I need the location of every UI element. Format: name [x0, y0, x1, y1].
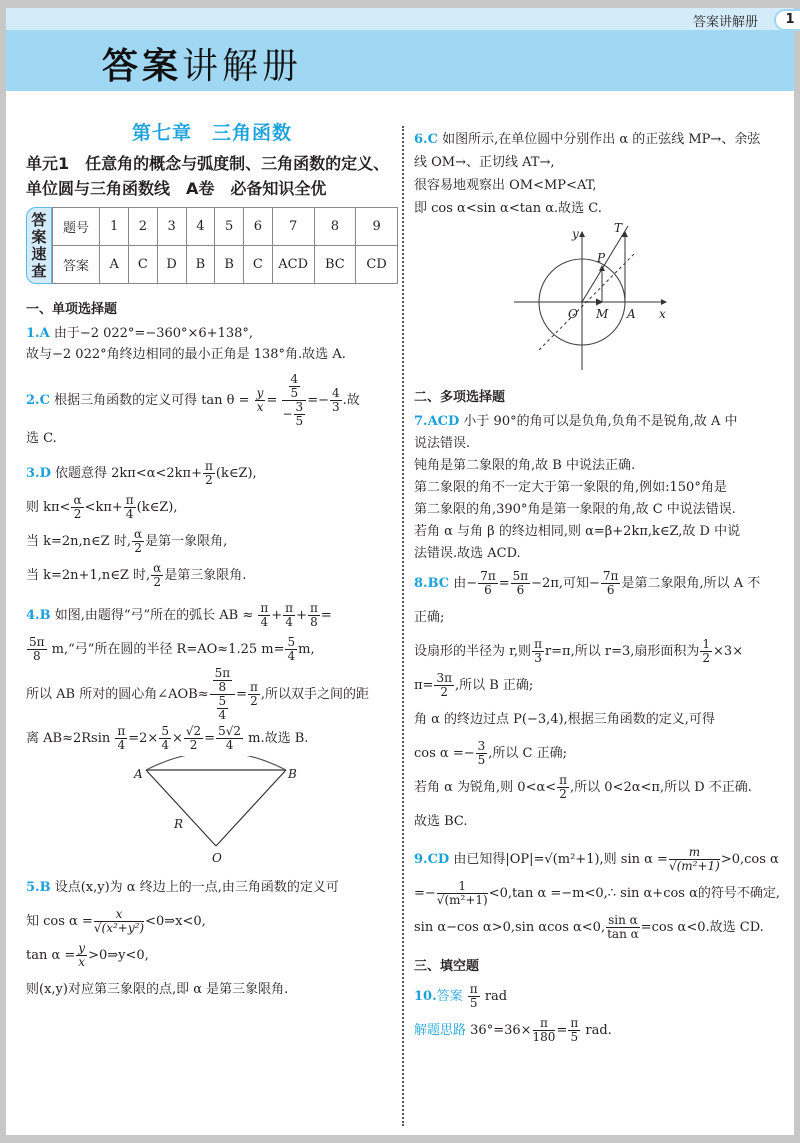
text: 根据三角函数的定义可得 tan θ =	[54, 393, 250, 408]
answer-q8	[414, 567, 786, 839]
den: 4	[225, 738, 234, 752]
cell: 4	[186, 208, 215, 246]
den: 2	[189, 738, 198, 752]
text: ,所以双手之间的距	[260, 687, 370, 702]
fraction	[700, 638, 712, 665]
fraction	[308, 602, 320, 629]
den	[210, 695, 236, 722]
text: m,“弓”所在圆的半径 R=AO≈1.25 m=	[51, 642, 285, 657]
answer-label: 答案	[436, 989, 463, 1004]
text: 当 k=2n+1,n∈Z 时,	[26, 568, 151, 583]
text: 角 α 的终边过点 P(−3,4),根据三角函数的定义,可得	[414, 712, 715, 727]
fraction	[294, 401, 306, 428]
text: 很容易地观察出 OM<MP<AT,	[414, 178, 597, 193]
text: +	[296, 608, 307, 623]
text: <kπ+	[84, 500, 123, 515]
text: 故与−2 022°角终边相同的最小正角是 138°角.故选 A.	[26, 347, 346, 362]
label-a: A	[627, 307, 636, 321]
num: m	[669, 846, 720, 860]
label-o: O	[212, 851, 222, 865]
question-label: 6.C	[414, 132, 438, 147]
den: x	[256, 400, 264, 414]
label-t: T	[614, 221, 623, 235]
fraction	[213, 667, 233, 694]
num: 4	[331, 386, 340, 400]
fraction	[478, 570, 498, 597]
cell: 2	[129, 208, 158, 246]
cell: C	[243, 246, 272, 284]
num: 5π	[214, 666, 231, 680]
text: −2π,可知−	[531, 576, 600, 591]
text: 法错误.故选 ACD.	[414, 546, 521, 561]
banner-title-rest: 讲解册	[182, 46, 303, 87]
text: 若角 α 为锐角,则 0<α<	[414, 780, 557, 795]
num: π	[260, 601, 269, 615]
num: π	[533, 1017, 556, 1031]
text: rad	[484, 989, 508, 1004]
label-p: P	[597, 251, 606, 265]
num: π	[469, 982, 478, 996]
cell: B	[215, 246, 244, 284]
num: π	[570, 1016, 579, 1030]
fraction	[71, 494, 83, 521]
text: rad.	[585, 1023, 612, 1038]
cell: 7	[272, 208, 314, 246]
text: =	[320, 608, 332, 623]
num: π	[285, 601, 294, 615]
cell: ACD	[272, 246, 314, 284]
den: 4	[287, 649, 296, 663]
text: 钝角是第二象限的角,故 B 中说法正确.	[414, 458, 636, 473]
fraction	[468, 983, 480, 1010]
text: 36°=36×	[470, 1023, 532, 1038]
answer-q7	[414, 411, 786, 565]
den: 5	[570, 1030, 579, 1044]
num: √2	[185, 724, 202, 738]
question-label: 10.	[414, 989, 437, 1004]
fraction	[258, 602, 270, 629]
num: 5	[218, 694, 227, 708]
section-heading-fill-blank: 三、填空题	[414, 959, 480, 974]
num: α	[133, 527, 143, 541]
answer-q10	[414, 980, 786, 1048]
text: cos α =−	[414, 746, 475, 761]
den: 8	[32, 649, 41, 663]
fraction	[132, 528, 144, 555]
row-label: 题号	[52, 208, 100, 246]
fraction	[557, 774, 569, 801]
question-label: 5.B	[26, 880, 51, 895]
den: 5	[295, 414, 304, 428]
num	[210, 667, 236, 695]
table-row-numbers	[52, 208, 397, 246]
top-bar	[6, 8, 794, 30]
radius-bo	[216, 770, 286, 846]
text: π=	[414, 678, 434, 693]
section-heading-single-choice: 一、单项选择题	[26, 302, 118, 317]
cell: 9	[356, 208, 398, 246]
answer-q2: 2.C 根据三角函数的定义可得 tan θ = $\frac{y}{x}$ = $\frac{4}{5}$ − $\frac{3}{5}$ =− $\frac{4}{3}$ .故 选 C.	[26, 372, 360, 446]
answer-q6	[414, 128, 786, 220]
cell: BC	[314, 246, 356, 284]
hint-label: 解题思路	[414, 1023, 467, 1038]
question-label: 3.D	[26, 466, 51, 481]
fraction	[248, 681, 260, 708]
den: tan α	[607, 927, 639, 941]
answer-q4	[26, 599, 398, 756]
den: √(m²+1)	[668, 859, 720, 873]
text: r=π,所以 r=3,扇形面积为	[544, 644, 700, 659]
num: π	[204, 459, 213, 473]
num: 5	[287, 635, 296, 649]
text: 则(x,y)对应第三象限的点,即 α 是第三象限角.	[26, 982, 289, 997]
den: 2	[134, 541, 142, 555]
fraction	[151, 562, 163, 589]
text: 是第一象限角,	[145, 534, 228, 549]
banner-title-bold: 答案	[102, 46, 183, 87]
text: 第二象限的角,390°角是第一象限的角,故 C 中说法错误.	[414, 502, 736, 517]
sector-figure	[26, 756, 398, 871]
fraction	[124, 494, 136, 521]
cell: B	[186, 246, 215, 284]
text: 如图所示,在单位圆中分别作出 α 的正弦线 MP→、余弦	[442, 132, 761, 147]
text: ×	[171, 731, 183, 746]
section-title: 答案讲解册	[692, 15, 758, 30]
page	[6, 8, 794, 1135]
text: sin α−cos α>0,sin αcos α<0,	[414, 920, 606, 935]
fraction	[437, 880, 488, 907]
text: =	[204, 731, 216, 746]
num: 5√2	[218, 724, 241, 738]
den: 2	[702, 651, 711, 665]
fraction	[533, 1017, 556, 1044]
num: 1	[437, 880, 488, 894]
text: 若角 α 与角 β 的终边相同,则 α=β+2kπ,k∈Z,故 D 中说	[414, 524, 741, 539]
question-label: 4.B	[26, 608, 51, 623]
num: 7π	[480, 569, 496, 583]
column-divider	[402, 126, 404, 1126]
den: x	[78, 955, 86, 969]
radius-ao	[146, 770, 216, 846]
num: y	[256, 386, 264, 400]
cell: 6	[243, 208, 272, 246]
unit-circle-figure	[414, 220, 786, 380]
fraction	[289, 373, 301, 400]
fraction	[434, 672, 454, 699]
num: 5π	[29, 635, 45, 649]
fraction	[210, 667, 236, 722]
fraction	[568, 1017, 580, 1044]
den: 8	[218, 680, 227, 694]
num: α	[153, 561, 162, 575]
text: 所以 AB 所对的圆心角∠AOB≈	[26, 687, 209, 702]
fraction	[606, 914, 640, 941]
text: =	[236, 687, 248, 702]
banner-title	[102, 38, 302, 89]
fraction	[330, 387, 342, 414]
fraction	[283, 602, 295, 629]
fraction	[159, 725, 171, 752]
text: 第二象限的角不一定大于第一象限的角,例如:150°角是	[414, 480, 727, 495]
text: <0,tan α =−m<0,∴ sin α+cos α的符号不确定,	[488, 886, 781, 901]
den: 2	[205, 473, 213, 487]
label-a: A	[134, 767, 143, 781]
fraction	[282, 373, 306, 428]
question-label: 1.A	[26, 326, 50, 341]
num: π	[125, 493, 134, 507]
fraction	[216, 725, 243, 752]
cell: C	[129, 246, 158, 284]
den: 3	[534, 651, 542, 665]
text: 由于−2 022°=−360°×6+138°,	[53, 326, 254, 341]
num: 3π	[436, 671, 452, 685]
num: π	[117, 724, 126, 738]
num: 5	[161, 724, 169, 738]
den: 2	[153, 575, 162, 589]
fraction	[669, 846, 720, 873]
den: 2	[73, 507, 82, 521]
text: 小于 90°的角可以是负角,负角不是锐角,故 A 中	[463, 414, 738, 429]
text: 依题意得 2kπ<α<2kπ+	[55, 466, 202, 481]
den: 6	[516, 583, 525, 597]
arc-ab	[146, 756, 286, 770]
den: 4	[260, 615, 269, 629]
text: >0,cos α	[720, 852, 779, 867]
den: 5	[290, 386, 299, 400]
text: 即 cos α<sin α<tan α.故选 C.	[414, 201, 602, 216]
num: 1	[702, 637, 711, 651]
text: =−	[414, 886, 436, 901]
fraction	[601, 570, 621, 597]
text: (k∈Z),	[215, 466, 257, 481]
text: ,所以 C 正确;	[488, 746, 567, 761]
text: 是第三象限角.	[164, 568, 247, 583]
num: 7π	[602, 569, 619, 583]
text: 故选 BC.	[414, 814, 468, 829]
table-row-answers	[52, 246, 397, 284]
text: 线 OM→、正切线 AT→,	[414, 155, 555, 170]
text: (k∈Z),	[136, 500, 178, 515]
den: √(x²+y²)	[93, 921, 145, 935]
text: ,所以 B 正确;	[454, 678, 534, 693]
text: +	[271, 608, 283, 623]
question-label: 7.ACD	[414, 414, 460, 429]
num: π	[250, 680, 258, 694]
section-heading-multi-choice: 二、多项选择题	[414, 390, 506, 405]
text: 知 cos α =	[26, 914, 93, 929]
cell: CD	[356, 246, 398, 284]
cell: 3	[157, 208, 186, 246]
text: 设扇形的半径为 r,则	[414, 644, 532, 659]
text: =2×	[128, 731, 159, 746]
num: y	[78, 941, 86, 955]
num: α	[73, 493, 82, 507]
right-column	[414, 128, 786, 1048]
den: 4	[125, 507, 134, 521]
num	[282, 373, 306, 401]
num: π	[534, 637, 542, 651]
cell: D	[157, 246, 186, 284]
text: =cos α<0.故选 CD.	[640, 920, 764, 935]
fraction	[184, 725, 203, 752]
fraction	[285, 636, 297, 663]
question-label: 9.CD	[414, 852, 450, 867]
den: 4	[285, 615, 293, 629]
text: 当 k=2n,n∈Z 时,	[26, 534, 131, 549]
num: 5π	[512, 569, 529, 583]
question-label: 2.C	[26, 393, 50, 408]
num: π	[559, 773, 568, 787]
text: 如图,由题得“弓”所在的弧长 AB ≈	[54, 608, 254, 623]
text: ×3×	[713, 644, 744, 659]
answer-table	[52, 207, 398, 284]
text: <0⇒x<0,	[145, 914, 206, 929]
label-m: M	[596, 307, 609, 321]
text: 由已知得|OP|=√(m²+1),则 sin α =	[453, 852, 668, 867]
page-number: 1	[774, 9, 800, 31]
text: m.故选 B.	[248, 731, 309, 746]
cell: 8	[314, 208, 356, 246]
row-label: 答案	[52, 246, 100, 284]
den: 4	[117, 738, 126, 752]
den: 2	[559, 787, 567, 801]
text: tan α =	[26, 948, 76, 963]
cell: 5	[215, 208, 244, 246]
text: 设点(x,y)为 α 终边上的一点,由三角函数的定义可	[54, 880, 339, 895]
den: 6	[606, 583, 615, 597]
unit-title-line2: 单位圆与三角函数线 A卷 必备知识全优	[26, 179, 327, 198]
text: =	[556, 1023, 568, 1038]
fraction	[532, 638, 544, 665]
text: 则 kπ<	[26, 500, 71, 515]
den: 8	[310, 615, 318, 629]
num: 4	[290, 372, 299, 386]
den: 3	[331, 400, 340, 414]
fraction	[76, 942, 87, 969]
num: 3	[477, 739, 486, 753]
fraction	[511, 570, 531, 597]
answer-q1	[26, 323, 398, 365]
fraction	[203, 460, 215, 487]
fraction	[115, 725, 127, 752]
fraction	[255, 387, 266, 414]
label-b: B	[288, 767, 297, 781]
fraction	[27, 636, 47, 663]
num: x	[94, 908, 144, 922]
left-column	[26, 118, 398, 1007]
banner	[6, 30, 794, 91]
text: 是第二象限角,所以 A 不	[621, 576, 761, 591]
text: m,	[298, 642, 315, 657]
text: =	[498, 576, 510, 591]
answer-q3	[26, 457, 398, 593]
den: 5	[477, 753, 486, 767]
fraction	[476, 740, 488, 767]
answer-q5	[26, 871, 398, 1007]
chapter-title: 第七章 三角函数	[131, 122, 292, 144]
label-o: O	[568, 307, 578, 321]
text: 离 AB≈2Rsin	[26, 731, 111, 746]
fraction	[94, 908, 144, 935]
answer-quick-table	[26, 207, 398, 284]
den: 180	[532, 1030, 556, 1044]
label-y: y	[572, 227, 579, 241]
den: 2	[250, 694, 258, 708]
text: 正确;	[414, 610, 445, 625]
den: 2	[440, 685, 449, 699]
label-x: x	[659, 307, 666, 321]
cell: 1	[100, 208, 129, 246]
answer-q9	[414, 843, 786, 945]
num: π	[309, 601, 318, 615]
question-label: 8.BC	[414, 576, 450, 591]
text: .故	[342, 393, 360, 408]
den: 4	[161, 738, 169, 752]
text: ,所以 0<2α<π,所以 D 不正确.	[570, 780, 752, 795]
cell: A	[100, 246, 129, 284]
den: 4	[218, 708, 227, 722]
text: >0⇒y<0,	[88, 948, 149, 963]
num: sin α	[608, 913, 638, 927]
den: 5	[469, 996, 478, 1010]
text: 说法错误.	[414, 436, 471, 451]
quick-table-tab: 答案速查	[26, 207, 52, 284]
den: 6	[484, 583, 492, 597]
text: 由−	[453, 576, 478, 591]
den: √(m²+1)	[436, 893, 488, 907]
label-r: R	[174, 817, 184, 831]
num: 3	[295, 400, 304, 414]
unit-title-line1: 单元1 任意角的概念与弧度制、三角函数的定义、	[26, 154, 390, 173]
den: − $\frac{3}{5}$	[282, 400, 304, 428]
fraction	[217, 695, 229, 722]
text: 选 C.	[26, 431, 57, 446]
dashed-line	[539, 252, 636, 350]
